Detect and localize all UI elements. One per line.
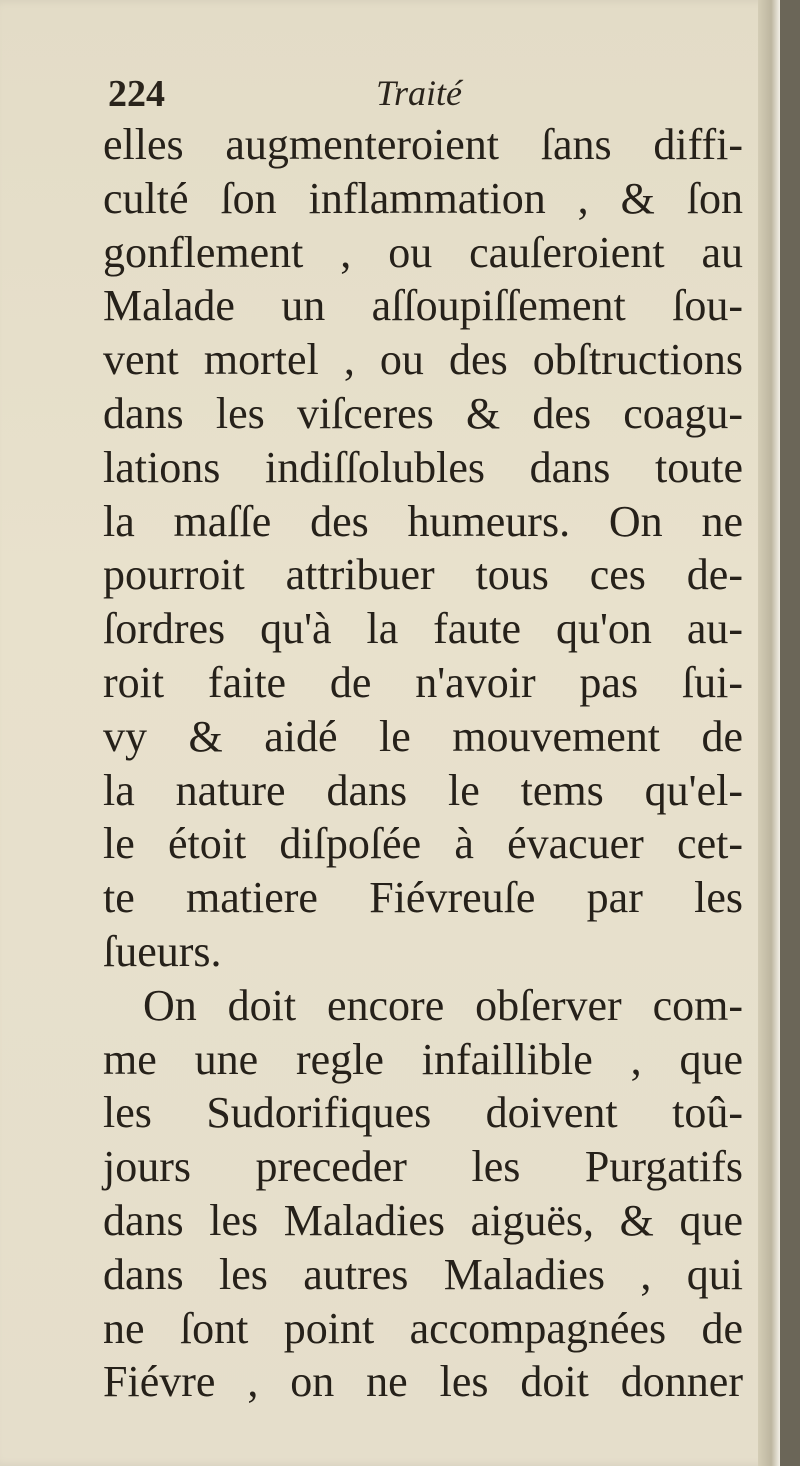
text-line: ſordres qu'à la faute qu'on au- (103, 604, 743, 654)
text-line: dans les viſceres & des coagu- (103, 388, 743, 438)
text-line: culté ſon inflammation , & ſon (103, 173, 743, 223)
text-line: le étoit diſpoſée à évacuer cet- (103, 819, 743, 869)
page-edge (758, 0, 780, 1466)
text-line: vy & aidé le mouvement de (103, 711, 743, 761)
running-head: Traité (376, 73, 463, 113)
text-line: vent mortel , ou des obſtructions (103, 335, 743, 385)
text-line: la maſſe des humeurs. On ne (103, 496, 743, 546)
text-line: dans les Maladies aiguës, & que (103, 1195, 743, 1245)
text-line: gonflement , ou cauſeroient au (103, 227, 743, 277)
text-line: dans les autres Maladies , qui (103, 1249, 743, 1299)
body-text (103, 118, 743, 1409)
text-line: les Sudorifiques doivent toû- (103, 1088, 743, 1138)
text-line: jours preceder les Purgatifs (103, 1142, 743, 1192)
text-line: me une regle infaillible , que (103, 1034, 743, 1084)
text-line: la nature dans le tems qu'el- (103, 765, 743, 815)
text-line: pourroit attribuer tous ces de- (103, 550, 743, 600)
text-line: roit faite de n'avoir pas ſui- (103, 657, 743, 707)
page-header (108, 72, 668, 122)
text-line: ſueurs. (103, 926, 222, 976)
text-line: te matiere Fiévreuſe par les (103, 873, 743, 923)
text-line: elles augmenteroient ſans diffi- (103, 120, 743, 169)
text-line: Malade un aſſoupiſſement ſou- (103, 281, 743, 331)
text-line: On doit encore obſerver com- (143, 980, 743, 1030)
text-line: Fiévre , on ne les doit donner (103, 1357, 743, 1407)
text-line: lations indiſſolubles dans toute (103, 442, 743, 492)
page-number: 224 (108, 73, 165, 115)
text-line: ne ſont point accompagnées de (103, 1303, 743, 1353)
